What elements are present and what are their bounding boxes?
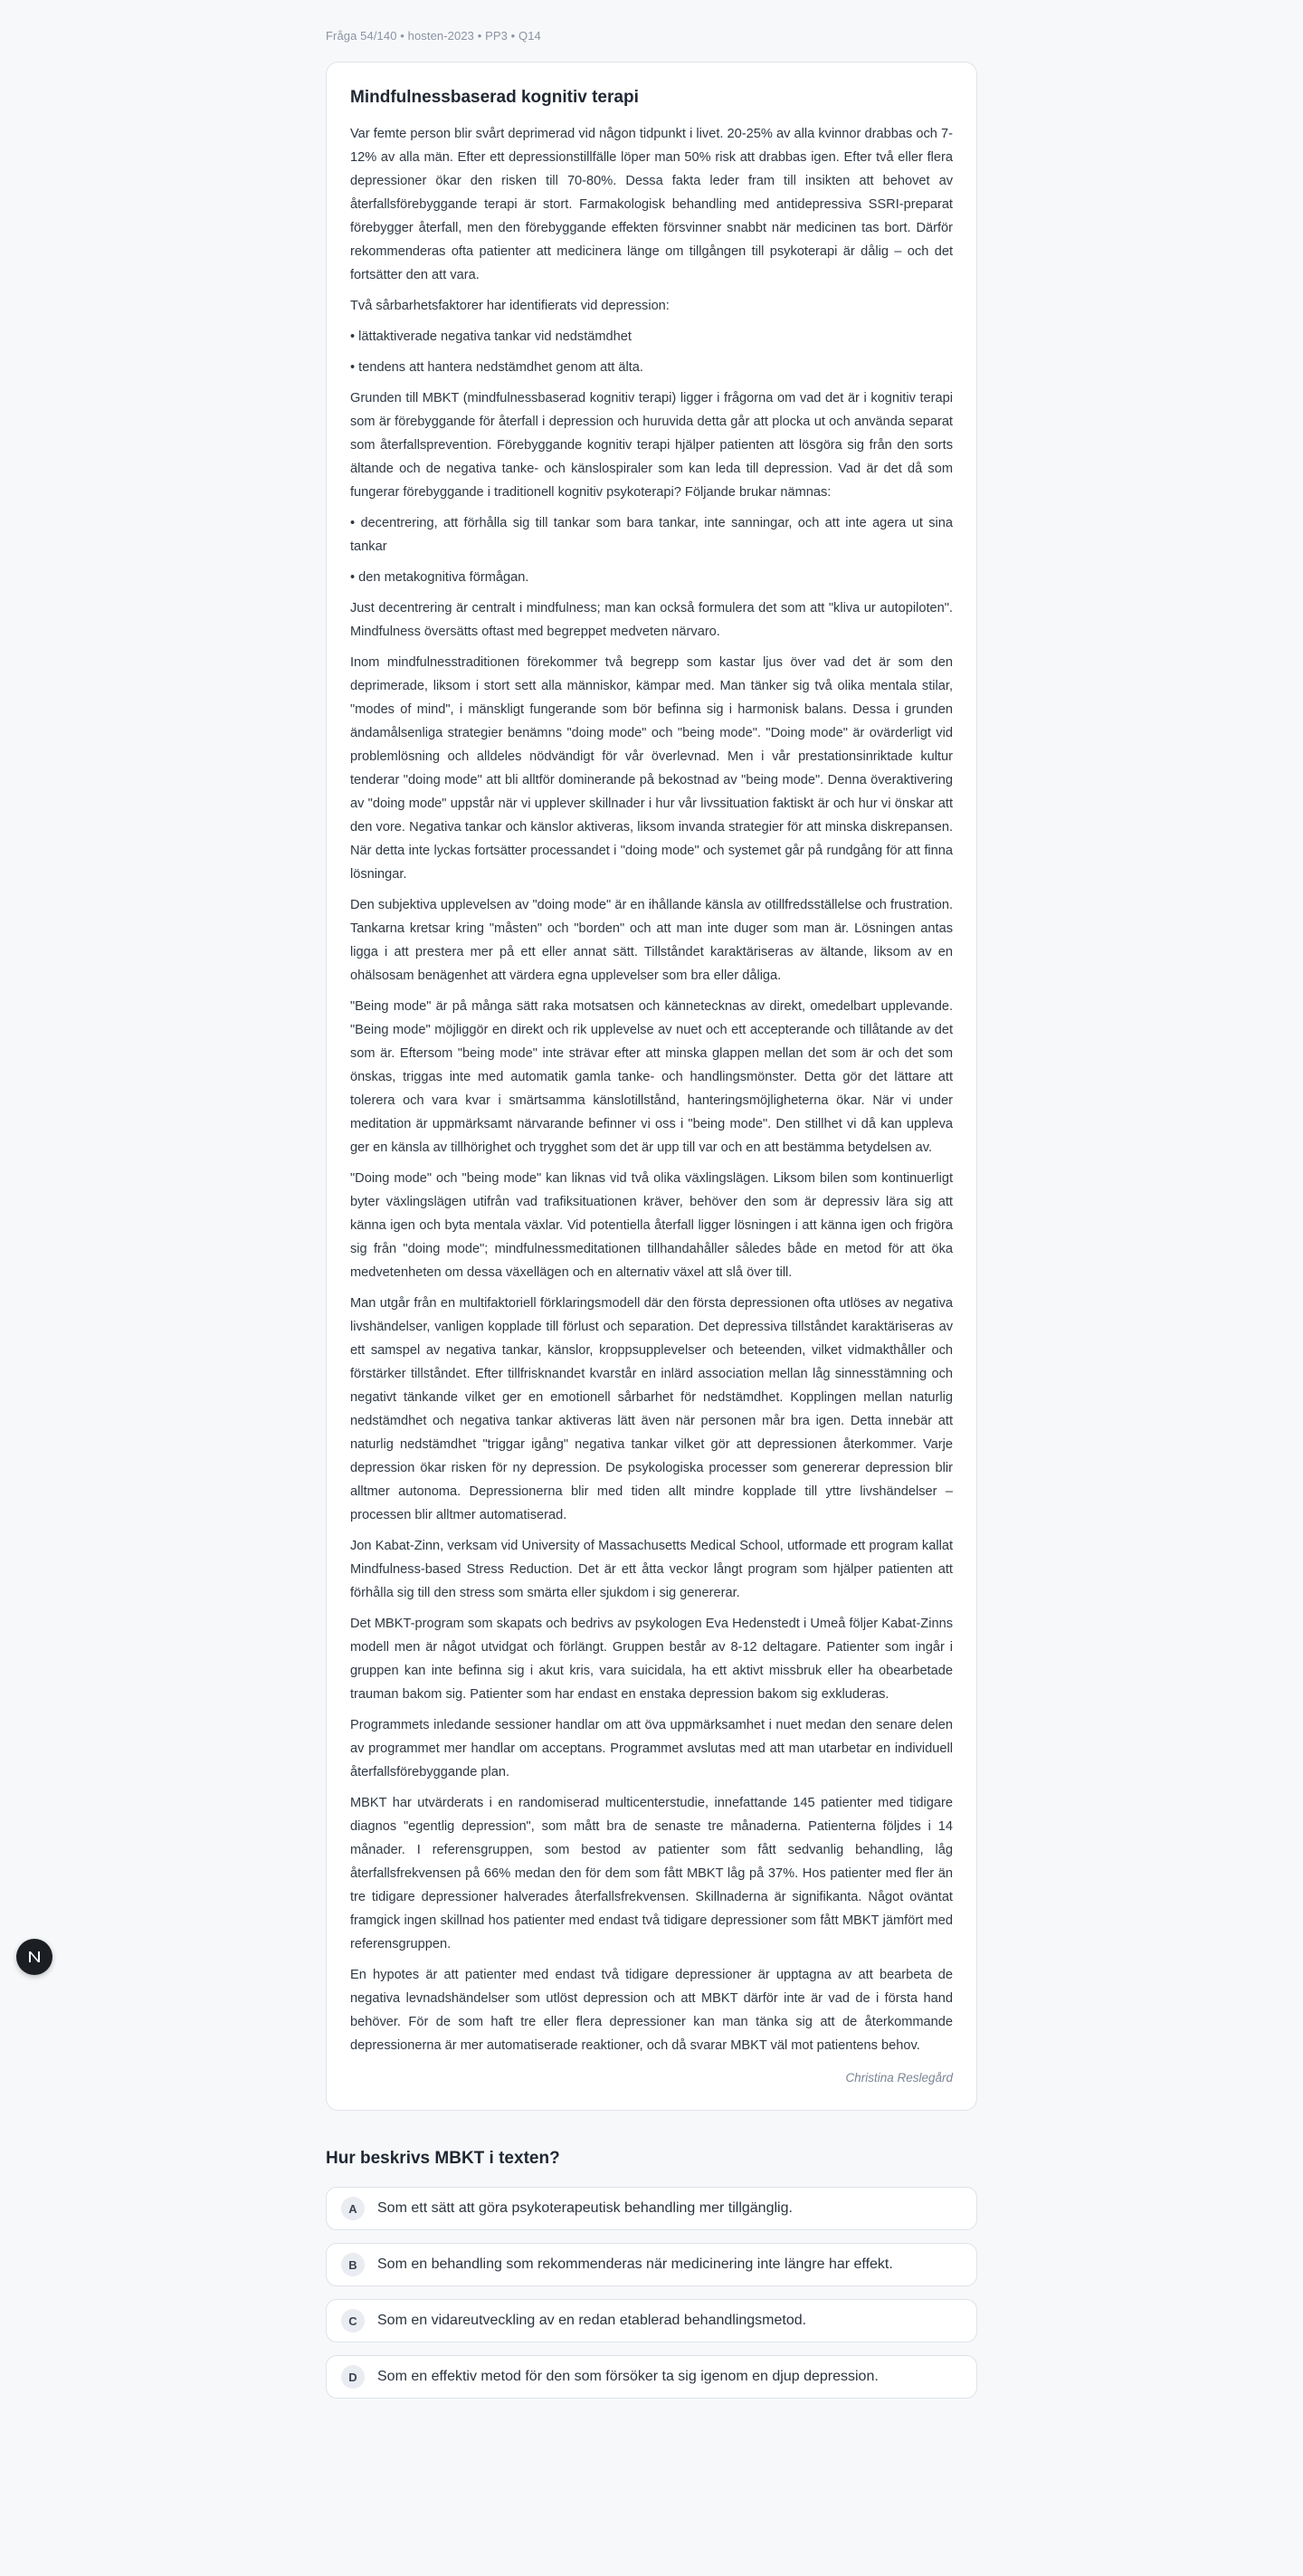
answer-option-a[interactable] <box>326 2187 977 2230</box>
passage-paragraph: Två sårbarhetsfaktorer har identifierats vid depression: <box>350 299 670 313</box>
passage-title: Mindfulnessbaserad kognitiv terapi <box>350 88 639 107</box>
passage-paragraph: Grunden till MBKT (mindfulnessbaserad kognitiv terapi) ligger i frågorna om vad det är i kognitiv terapi som är förebyggande för återfall i depression och huruvida detta går att plocka ut och använda separat som återfallsprevention. Förebyggande kognitiv terapi hjälper patienten att lösgöra sig från den sorts ältande och de negativa tanke- och känslospiraler som kan leda till depression. Vad är det då som fungerar förebyggande i traditionell kognitiv psykoterapi? Följande brukar nämnas: <box>350 391 953 500</box>
passage-paragraph: Den subjektiva upplevelsen av "doing mode" är en ihållande känsla av otillfredsställelse och frustration. Tankarna kretsar kring "måsten" och "borden" och att man inte duger som man är. Lösningen antas ligga i att prestera mer på ett eller annat sätt. Tillståndet karaktäriseras av ältande, liksom av en ohälsosam benägenhet att värdera egna upplevelser som bra eller dåliga. <box>350 898 953 983</box>
option-letter-badge: B <box>341 2253 365 2276</box>
passage-paragraph: "Being mode" är på många sätt raka motsatsen och kännetecknas av direkt, omedelbart upplevande. "Being mode" möjliggör en direkt och rik upplevelse av nuet och ett accepterande och tillåtande av det som är. Eftersom "being mode" inte strävar efter att minska glappen mellan det som är och det som önskas, triggas inte med automatik gamla tanke- och handlingsmönster. Detta gör det lättare att tolerera och vara kvar i smärtsamma känslotillstånd, hanteringsmöjligheterna ökar. När vi under meditation är uppmärksamt närvarande befinner vi oss i "being mode". Den stillhet vi då kan uppleva ger en känsla av tillhörighet och trygghet som det är upp till var och en att bestämma betydelsen av. <box>350 999 953 1155</box>
page-container <box>326 25 977 2411</box>
answer-option-d[interactable] <box>326 2355 977 2399</box>
passage-paragraph: En hypotes är att patienter med endast två tidigare depressioner är upptagna av att bearbeta de negativa levnadshändelser som utlöst depression och att MBKT därför inte är vad de i första hand behöver. För de som haft tre eller flera depressioner kan man tänka sig att de återkommande depressionerna är mer automatiserade reaktioner, och då svarar MBKT väl mot patientens behov. <box>350 1968 953 2053</box>
passage-bullet: • den metakognitiva förmågan. <box>350 570 529 585</box>
passage-paragraph: MBKT har utvärderats i en randomiserad multicenterstudie, innefattande 145 patienter med tidigare diagnos "egentlig depression", som mått bra de senaste tre månaderna. Patienterna följdes i 14 månader. I referensgruppen, som bestod av patienter som fått sedvanlig behandling, låg återfallsfrekvensen på 66% medan den för dem som fått MBKT låg på 37%. Hos patienter med fler än tre tidigare depressioner halverades återfallsfrekvensen. Skillnaderna är signifikanta. Något oväntat framgick ingen skillnad hos patienter med endast två tidigare depressioner som fått MBKT jämfört med referensgruppen. <box>350 1796 953 1951</box>
passage-author: Christina Reslegård <box>845 2071 953 2085</box>
answer-options <box>326 2187 977 2399</box>
passage-paragraph: "Doing mode" och "being mode" kan liknas vid två olika växlingslägen. Liksom bilen som kontinuerligt byter växlingslägen utifrån vad trafiksituationen kräver, behöver den som är depressiv lära sig att känna igen och byta mentala växlar. Vid potentiella återfall ligger lösningen i att känna igen och frigöra sig från "doing mode"; mindfulnessmeditationen tillhandahåller således både en metod för att öka medvetenheten om dessa växellägen och en alternativ växel att slå över till. <box>350 1171 953 1280</box>
question-text: Hur beskrivs MBKT i texten? <box>326 2149 560 2168</box>
passage-bullet: • lättaktiverade negativa tankar vid nedstämdhet <box>350 329 632 344</box>
passage-paragraph: Jon Kabat-Zinn, verksam vid University of Massachusetts Medical School, utformade ett program kallat Mindfulness-based Stress Reduction. Det är ett åtta veckor långt program som hjälper patienten att förhålla sig till den stress som smärta eller sjukdom i sig genererar. <box>350 1539 953 1600</box>
option-letter-badge: A <box>341 2197 365 2220</box>
passage-bullet: • tendens att hantera nedstämdhet genom att älta. <box>350 360 643 375</box>
passage-paragraph: Inom mindfulnesstraditionen förekommer två begrepp som kastar ljus över vad det är som den deprimerade, liksom i stort sett alla människor, kämpar med. Man tänker sig två olika mentala stilar, "modes of mind", i mänskligt fungerande som bör befinna sig i harmonisk balans. Dessa i grunden ändamålsenliga strategier benämns "doing mode" och "being mode". "Doing mode" är ovärderligt vid problemlösning och alldeles nödvändigt för vår överlevnad. Men i vår prestationsinriktade kultur tenderar "doing mode" att bli alltför dominerande på bekostnad av "being mode". Denna överaktivering av "doing mode" uppstår när vi upplever skillnader i hur vår livssituation faktiskt är och hur vi önskar att den vore. Negativa tankar och känslor aktiveras, liksom invanda strategier för att minska diskrepansen. När detta inte lyckas fortsätter processandet i "doing mode" och systemet går på rundgång för att finna lösningar. <box>350 655 953 882</box>
option-text: Som ett sätt att göra psykoterapeutisk behandling mer tillgänglig. <box>377 2200 793 2216</box>
passage-paragraph: Programmets inledande sessioner handlar om att öva uppmärksamhet i nuet medan den senare delen av programmet mer handlar om acceptans. Programmet avslutas med att man utarbetar en individuell återfallsförebyggande plan. <box>350 1718 953 1779</box>
passage-card <box>326 62 977 2111</box>
option-letter-badge: C <box>341 2309 365 2333</box>
option-letter-badge: D <box>341 2365 365 2389</box>
option-text: Som en behandling som rekommenderas när medicinering inte längre har effekt. <box>377 2256 893 2272</box>
passage-paragraph: Just decentrering är centralt i mindfulness; man kan också formulera det som att "kliva ur autopiloten". Mindfulness översätts oftast med begreppet medveten närvaro. <box>350 601 953 639</box>
question-meta: Fråga 54/140 • hosten-2023 • PP3 • Q14 <box>326 29 541 43</box>
passage-paragraph: Var femte person blir svårt deprimerad vid någon tidpunkt i livet. 20-25% av alla kvinnor drabbas och 7-12% av alla män. Efter ett depressionstillfälle löper man 50% risk att drabbas igen. Efter två eller flera depressioner ökar den risken till 70-80%. Dessa fakta leder fram till insikten att behovet av återfallsförebyggande terapi är stort. Farmakologisk behandling med antidepressiva SSRI-preparat förebygger återfall, men den förebyggande effekten försvinner snabbt när medicinen tas bort. Därför rekommenderas ofta patienter att medicinera länge om tillgången till psykoterapi är dålig – och det fortsätter den att vara. <box>350 127 953 282</box>
n-logo-icon <box>26 1949 43 1965</box>
option-text: Som en vidareutveckling av en redan etablerad behandlingsmetod. <box>377 2313 807 2328</box>
option-text: Som en effektiv metod för den som försöker ta sig igenom en djup depression. <box>377 2369 879 2384</box>
passage-paragraph: Det MBKT-program som skapats och bedrivs av psykologen Eva Hedenstedt i Umeå följer Kabat-Zinns modell men är något utvidgat och förlängt. Gruppen består av 8-12 deltagare. Patienter som ingår i gruppen kan inte befinna sig i akut kris, vara suicidala, ha ett aktivt missbruk eller ha obearbetade trauman bakom sig. Patienter som har endast en enstaka depression bakom sig exkluderas. <box>350 1617 953 1702</box>
passage-paragraph: Man utgår från en multifaktoriell förklaringsmodell där den första depressionen ofta utlöses av negativa livshändelser, vanligen kopplade till förlust och separation. Det depressiva tillståndet karaktäriseras av ett samspel av negativa tankar, känslor, kroppsupplevelser och beteenden, vilket vidmakthåller och förstärker tillståndet. Efter tillfrisknandet kvarstår en inlärd association mellan låg sinnesstämning och negativt tänkande vilket ger en emotionell sårbarhet för nedstämdhet. Kopplingen mellan naturlig nedstämdhet och negativa tankar aktiveras lätt även när personen mår bra igen. Detta innebär att naturlig nedstämdhet "triggar igång" negativa tankar vilket gör att depressionen återkommer. Varje depression ökar risken för ny depression. De psykologiska processer som genererar depression blir alltmer autonoma. Depressionerna blir med tiden allt mindre kopplade till yttre livshändelser – processen blir alltmer automatiserad. <box>350 1296 953 1522</box>
answer-option-b[interactable] <box>326 2243 977 2286</box>
passage-body <box>350 122 953 2057</box>
passage-bullet: • decentrering, att förhålla sig till tankar som bara tankar, inte sanningar, och att inte agera ut sina tankar <box>350 516 953 554</box>
answer-option-c[interactable] <box>326 2299 977 2342</box>
floating-action-button[interactable] <box>16 1939 52 1975</box>
